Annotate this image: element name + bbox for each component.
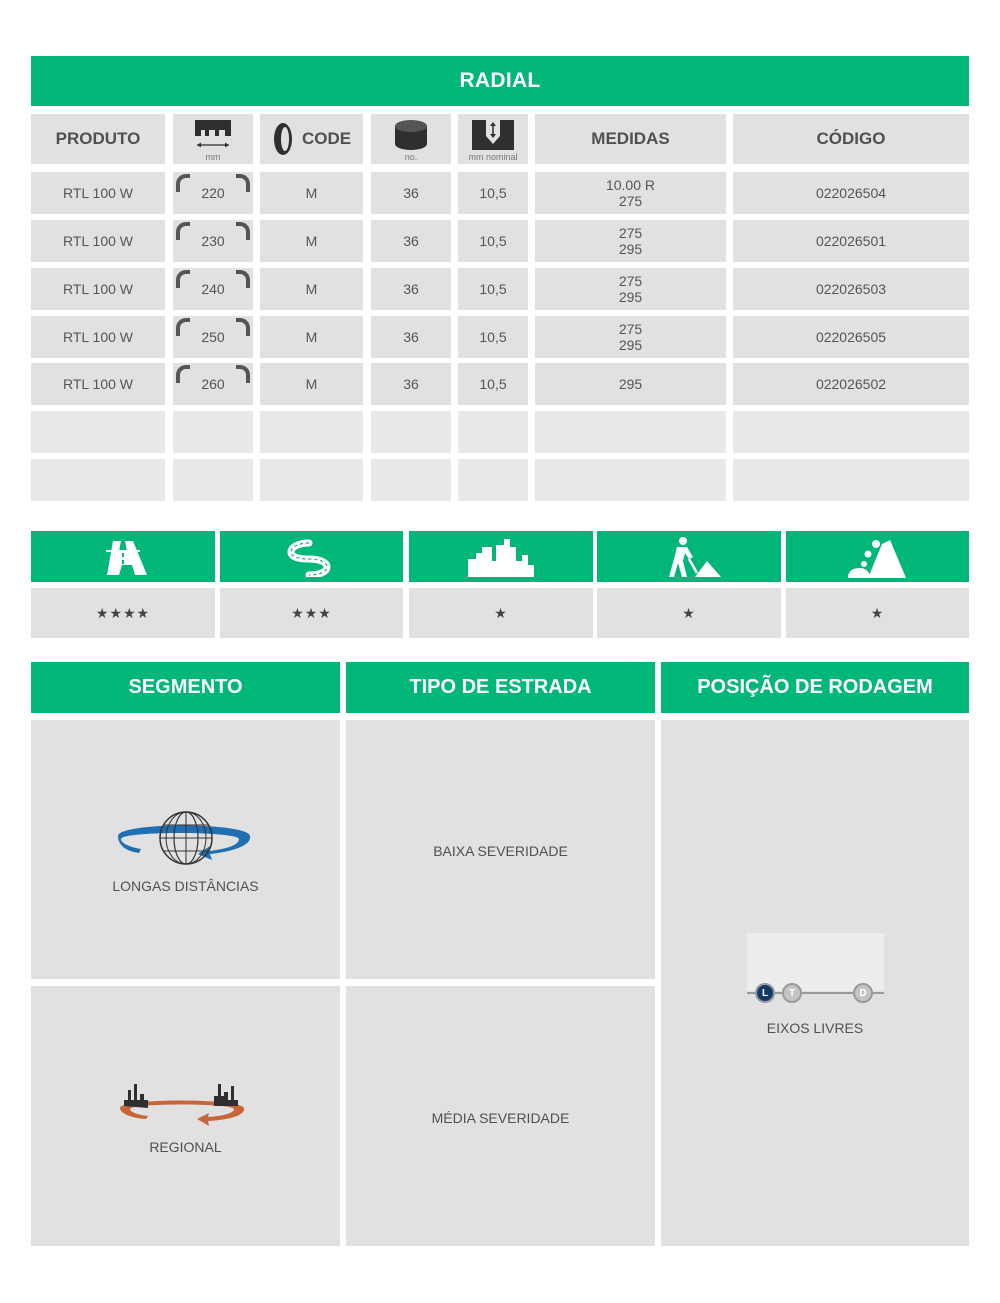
section-segmento: SEGMENTO: [31, 662, 340, 713]
cell-produto: [31, 172, 165, 214]
medidas-line: 295: [618, 289, 643, 305]
empty-cell: [31, 459, 165, 501]
cell-no: [371, 316, 451, 358]
empty-cell: [371, 459, 451, 501]
cell-no-text: 36: [403, 329, 419, 345]
cell-no: [371, 363, 451, 405]
cell-no-text: 36: [403, 185, 419, 201]
tire-shoulder-left-icon: [176, 174, 190, 192]
cell-no-text: 36: [403, 376, 419, 392]
cell-nominal-text: 10,5: [479, 376, 507, 392]
empty-cell: [260, 459, 363, 501]
highway-icon: [96, 537, 150, 577]
quarry-icon: [846, 534, 910, 580]
header-width: [173, 114, 253, 164]
tread-depth-icon: [458, 118, 528, 152]
cell-produto: [31, 363, 165, 405]
cell-width: [173, 268, 253, 310]
cell-no-text: 36: [403, 233, 419, 249]
header-codigo: CÓDIGO: [733, 114, 969, 164]
app-city: [409, 531, 593, 582]
cell-code: [260, 363, 363, 405]
medidas-line: 275: [618, 273, 643, 289]
cell-no-text: 36: [403, 281, 419, 297]
regional-cities-icon: [114, 1078, 254, 1126]
rating-city: [409, 588, 593, 638]
code-label: CODE: [301, 129, 352, 148]
cell-no: [371, 172, 451, 214]
cell-produto-text: RTL 100 W: [62, 281, 134, 297]
cell-codigo: [733, 220, 969, 262]
header-medidas: MEDIDAS: [535, 114, 726, 164]
cell-width-text: 250: [201, 329, 225, 345]
cell-medidas: [535, 316, 726, 358]
cell-width-text: 240: [201, 281, 225, 297]
cell-produto: [31, 268, 165, 310]
header-nominal: [458, 114, 528, 164]
cell-nominal: [458, 316, 528, 358]
empty-cell: [371, 411, 451, 453]
tire-shoulder-right-icon: [236, 365, 250, 383]
cell-code-text: M: [305, 376, 318, 392]
segmento-long-label: LONGAS DISTÂNCIAS: [112, 878, 259, 894]
axle-d: D: [853, 983, 873, 1003]
cell-produto: [31, 316, 165, 358]
estrada-media-label: MÉDIA SEVERIDADE: [431, 1110, 570, 1126]
segmento-regional-label: REGIONAL: [149, 1139, 222, 1155]
posicao-panel: [661, 720, 969, 1246]
cell-medidas: [535, 220, 726, 262]
city-icon: [466, 537, 536, 577]
winding-road-icon: [287, 537, 337, 577]
tire-shoulder-right-icon: [236, 174, 250, 192]
medidas-line: 275: [618, 321, 643, 337]
cell-codigo-text: 022026505: [815, 329, 887, 345]
empty-cell: [458, 459, 528, 501]
tire-shoulder-right-icon: [236, 318, 250, 336]
tire-shoulder-left-icon: [176, 318, 190, 336]
cell-codigo-text: 022026504: [815, 185, 887, 201]
cell-code: [260, 268, 363, 310]
cell-width: [173, 363, 253, 405]
width-unit: mm: [205, 152, 221, 162]
cell-codigo: [733, 268, 969, 310]
empty-cell: [260, 411, 363, 453]
cell-width: [173, 316, 253, 358]
cell-code-text: M: [305, 329, 318, 345]
cell-no: [371, 268, 451, 310]
tire-width-icon: [173, 116, 253, 152]
header-code: [260, 114, 363, 164]
tire-shoulder-right-icon: [236, 270, 250, 288]
header-no: [371, 114, 451, 164]
rating-stars: ★: [682, 604, 696, 621]
rating-construction: [597, 588, 781, 638]
app-winding: [220, 531, 403, 582]
cell-nominal-text: 10,5: [479, 329, 507, 345]
rating-quarry: [786, 588, 969, 638]
empty-cell: [31, 411, 165, 453]
empty-cell: [173, 459, 253, 501]
empty-cell: [733, 411, 969, 453]
cell-medidas: [535, 268, 726, 310]
tire-shoulder-left-icon: [176, 365, 190, 383]
section-posicao: POSIÇÃO DE RODAGEM: [661, 662, 969, 713]
cell-no: [371, 220, 451, 262]
cell-medidas: [535, 363, 726, 405]
cell-code-text: M: [305, 281, 318, 297]
cell-code: [260, 172, 363, 214]
cell-produto-text: RTL 100 W: [62, 329, 134, 345]
cell-code: [260, 316, 363, 358]
cell-nominal-text: 10,5: [479, 281, 507, 297]
cell-code-text: M: [305, 233, 318, 249]
medidas-line: 275: [618, 225, 643, 241]
estrada-baixa-panel: [346, 720, 655, 979]
cell-nominal: [458, 220, 528, 262]
medidas-line: 295: [618, 337, 643, 353]
cell-codigo: [733, 172, 969, 214]
cell-nominal: [458, 172, 528, 214]
posicao-label: EIXOS LIVRES: [766, 1020, 864, 1036]
cell-medidas: [535, 172, 726, 214]
cell-produto-text: RTL 100 W: [62, 376, 134, 392]
empty-cell: [535, 459, 726, 501]
cell-code-text: M: [305, 185, 318, 201]
cell-codigo: [733, 316, 969, 358]
cell-nominal-text: 10,5: [479, 185, 507, 201]
empty-cell: [733, 459, 969, 501]
table-title: RADIAL: [31, 56, 969, 106]
tire-profile-icon: [272, 122, 294, 156]
estrada-media-panel: [346, 986, 655, 1246]
rating-stars: ★★★: [291, 604, 332, 621]
cell-width: [173, 220, 253, 262]
app-quarry: [786, 531, 969, 582]
estrada-baixa-label: BAIXA SEVERIDADE: [433, 843, 568, 859]
no-unit: no.: [404, 152, 418, 162]
axle-t: T: [782, 983, 802, 1003]
construction-worker-icon: [657, 535, 721, 579]
cell-produto-text: RTL 100 W: [62, 185, 134, 201]
cell-produto: [31, 220, 165, 262]
cell-nominal: [458, 268, 528, 310]
cell-produto-text: RTL 100 W: [62, 233, 134, 249]
tire-shoulder-left-icon: [176, 222, 190, 240]
globe-orbit-icon: [114, 808, 254, 872]
rating-highway: [31, 588, 215, 638]
segmento-regional-panel: [31, 986, 340, 1246]
cell-code: [260, 220, 363, 262]
empty-cell: [458, 411, 528, 453]
medidas-line: 295: [618, 376, 643, 392]
medidas-line: 295: [618, 241, 643, 257]
rating-stars: ★: [870, 604, 885, 621]
empty-cell: [535, 411, 726, 453]
cell-width-text: 220: [201, 185, 225, 201]
cell-codigo: [733, 363, 969, 405]
cell-nominal: [458, 363, 528, 405]
header-produto: PRODUTO: [31, 114, 165, 164]
nominal-unit: mm nominal: [468, 152, 518, 162]
segmento-long-panel: [31, 720, 340, 979]
cell-codigo-text: 022026501: [815, 233, 887, 249]
cell-nominal-text: 10,5: [479, 233, 507, 249]
medidas-line: 10.00 R: [605, 177, 656, 193]
cell-width-text: 230: [201, 233, 225, 249]
tread-cylinder-icon: [371, 118, 451, 154]
rating-winding: [220, 588, 403, 638]
axle-l: L: [755, 983, 775, 1003]
tire-shoulder-right-icon: [236, 222, 250, 240]
cell-codigo-text: 022026503: [815, 281, 887, 297]
rating-stars: ★★★★: [95, 604, 151, 621]
cell-codigo-text: 022026502: [815, 376, 887, 392]
app-construction: [597, 531, 781, 582]
cell-width-text: 260: [201, 376, 225, 392]
app-highway: [31, 531, 215, 582]
medidas-line: 275: [618, 193, 643, 209]
section-tipo-estrada: TIPO DE ESTRADA: [346, 662, 655, 713]
cell-width: [173, 172, 253, 214]
rating-stars: ★: [494, 604, 508, 621]
tire-shoulder-left-icon: [176, 270, 190, 288]
empty-cell: [173, 411, 253, 453]
